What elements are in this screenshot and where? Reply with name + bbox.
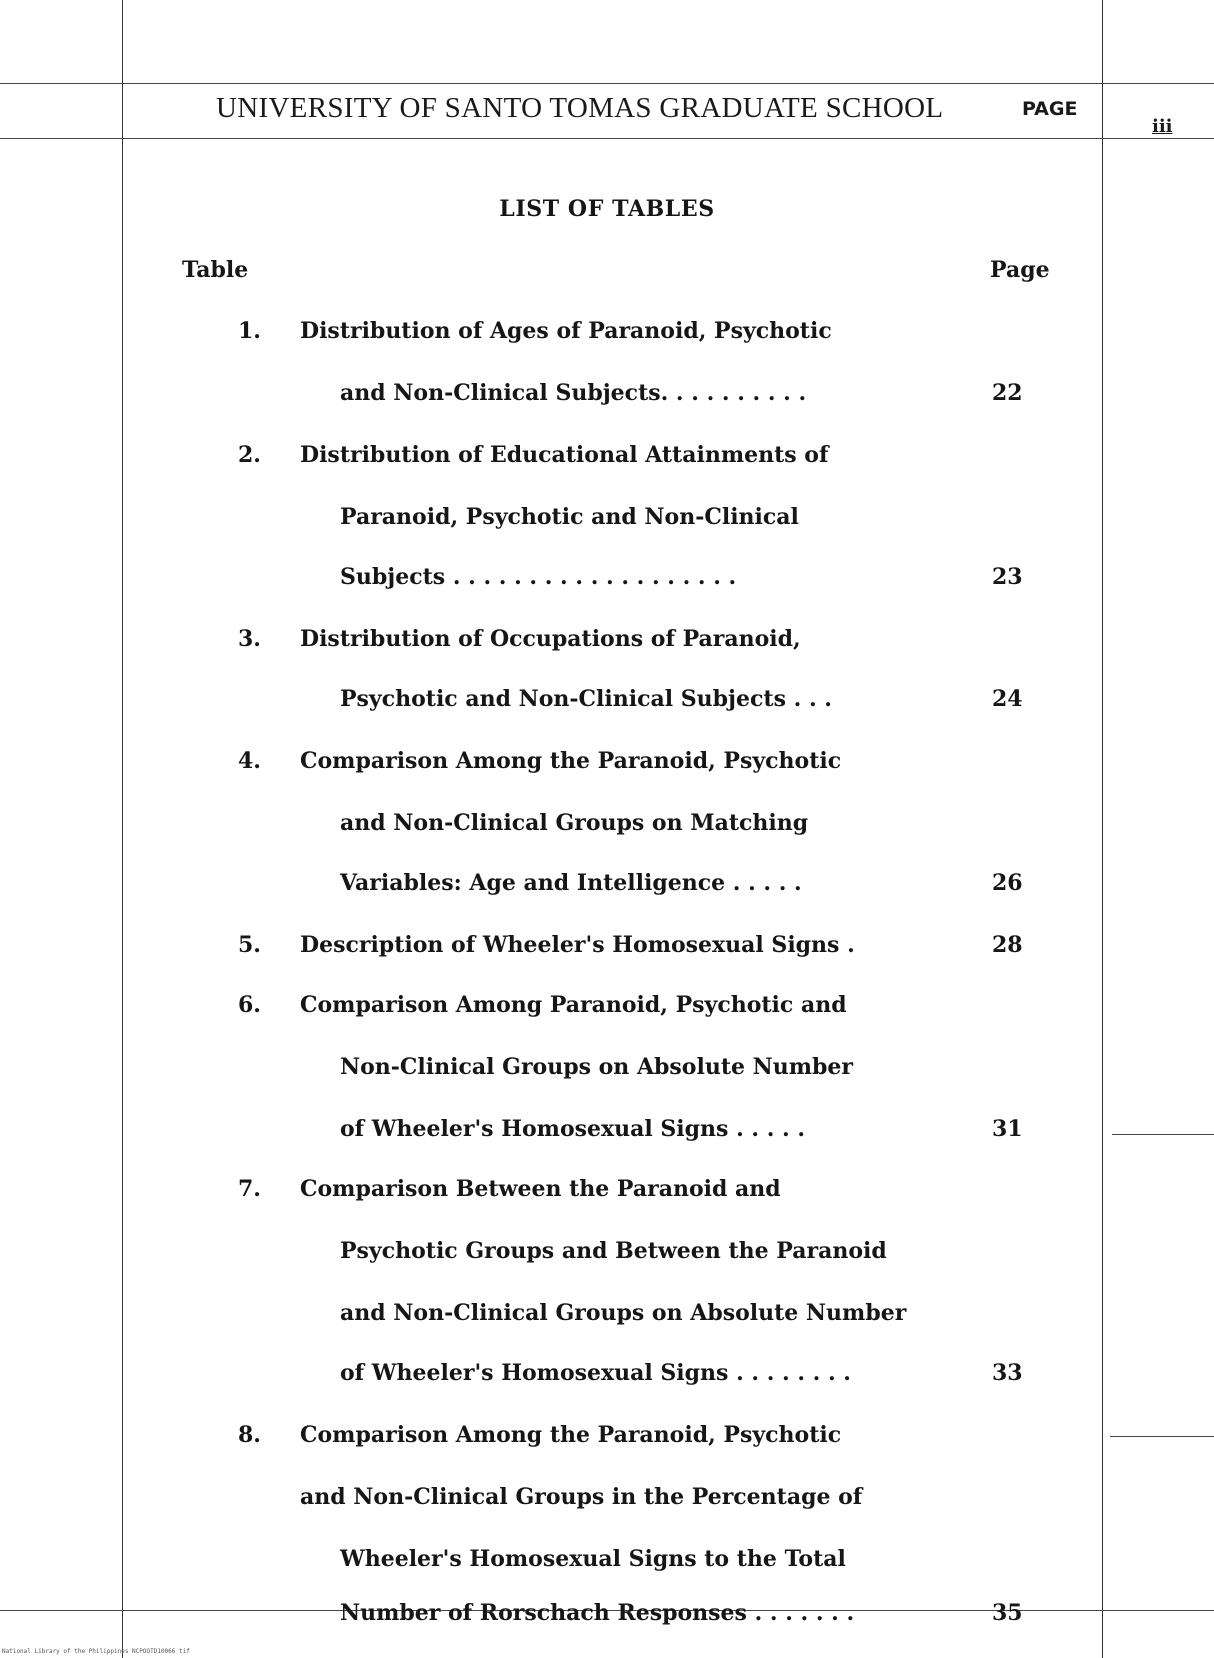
table-caption-line: Paranoid, Psychotic and Non-Clinical [340,504,799,530]
header-title: UNIVERSITY OF SANTO TOMAS GRADUATE SCHOOL [216,92,944,124]
scan-footer-text: National Library of the Philippines NCPOOTD10066 tif [2,1648,190,1655]
table-caption-line: of Wheeler's Homosexual Signs . . . . . [340,1116,805,1142]
table-caption-line: Comparison Among the Paranoid, Psychotic [300,1422,842,1448]
table-caption-line: Non-Clinical Groups on Absolute Number [340,1054,853,1080]
header-page-label: PAGE [1022,98,1078,120]
page-ref: 23 [992,564,1023,590]
table-caption-line: of Wheeler's Homosexual Signs . . . . . . . . [340,1360,851,1386]
table-caption-line: and Non-Clinical Groups on Absolute Number [340,1300,907,1326]
margin-mark-rule [1112,1134,1214,1135]
table-caption-line: and Non-Clinical Groups in the Percentage of [300,1484,863,1510]
table-caption-line: Comparison Between the Paranoid and [300,1176,781,1202]
page-ref: 28 [992,932,1023,958]
page-ref: 33 [992,1360,1023,1386]
table-caption-line: and Non-Clinical Subjects. . . . . . . . . . [340,380,807,406]
table-caption-line: Subjects . . . . . . . . . . . . . . . . . . . [340,564,737,590]
page-ref: 22 [992,380,1023,406]
table-number: 6. [238,992,261,1018]
page-number: iii [1152,116,1173,137]
table-number: 1. [238,318,261,344]
table-caption-line: Wheeler's Homosexual Signs to the Total [340,1546,846,1572]
page-ref: 24 [992,686,1023,712]
table-number: 5. [238,932,261,958]
table-caption-line: Psychotic and Non-Clinical Subjects . . . [340,686,832,712]
table-number: 3. [238,626,261,652]
margin-mark-rule [1110,1436,1214,1437]
page-ref: 31 [992,1116,1023,1142]
page-ref: 35 [992,1600,1023,1626]
table-number: 8. [238,1422,261,1448]
table-caption-line: Comparison Among the Paranoid, Psychotic [300,748,842,774]
table-caption-line: Distribution of Occupations of Paranoid, [300,626,801,652]
table-caption-line: Distribution of Ages of Paranoid, Psychotic [300,318,832,344]
table-caption-line: Number of Rorschach Responses . . . . . . . [340,1600,855,1626]
table-caption-line: Comparison Among Paranoid, Psychotic and [300,992,847,1018]
left-margin-rule [122,0,123,1658]
column-header-page: Page [990,257,1050,283]
table-caption-line: Psychotic Groups and Between the Paranoid [340,1238,887,1264]
table-caption-line: Distribution of Educational Attainments of [300,442,829,468]
column-header-table: Table [182,257,249,283]
header-top-rule [0,83,1214,84]
table-number: 2. [238,442,261,468]
right-margin-rule [1102,0,1103,1658]
table-number: 4. [238,748,261,774]
header-bottom-rule [0,138,1214,139]
table-number: 7. [238,1176,261,1202]
page-ref: 26 [992,870,1023,896]
table-caption-line: Variables: Age and Intelligence . . . . . [340,870,802,896]
table-caption-line: and Non-Clinical Groups on Matching [340,810,809,836]
table-caption-line: Description of Wheeler's Homosexual Signs . [300,932,855,958]
page-title: LIST OF TABLES [499,196,715,222]
